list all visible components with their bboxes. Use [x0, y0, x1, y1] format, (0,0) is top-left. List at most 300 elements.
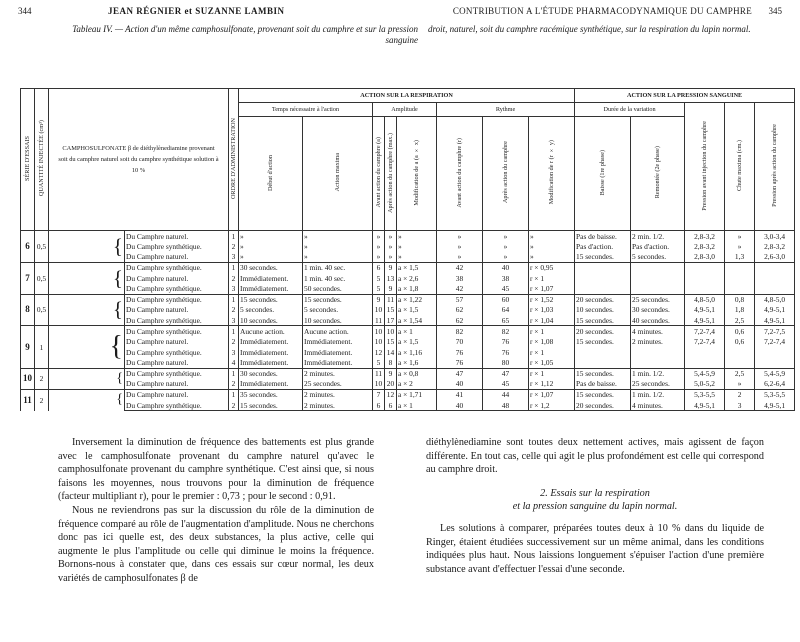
- ordre-cell: 3: [229, 252, 239, 263]
- debut-cell: 30 secondes.: [239, 368, 303, 379]
- remontee-cell: 2 minutes.: [631, 336, 685, 347]
- pression-apres-cell: [755, 358, 795, 369]
- debut-cell: Immédiatement.: [239, 347, 303, 358]
- debut-cell: Immédiatement.: [239, 358, 303, 369]
- baisse-cell: 15 secondes.: [575, 252, 631, 263]
- amp-avant-cell: 6: [373, 400, 385, 411]
- chute-cell: 2,5: [725, 315, 755, 326]
- col-quantite: QUANTITÉ INJECTÉE (cm³): [35, 89, 49, 231]
- amp-apres-cell: 6: [385, 400, 397, 411]
- ry-apres-cell: 45: [483, 283, 529, 294]
- ry-mod-cell: r × 1: [529, 273, 575, 284]
- pression-apres-cell: 7,2-7,4: [755, 336, 795, 347]
- quantite-cell: 0,5: [35, 231, 49, 263]
- debut-cell: 5 secondes.: [239, 305, 303, 316]
- remontee-cell: 30 secondes.: [631, 305, 685, 316]
- ordre-cell: 2: [229, 241, 239, 252]
- amp-apres-cell: »: [385, 231, 397, 242]
- quantite-cell: 0,5: [35, 294, 49, 326]
- group-bracket: {: [49, 231, 125, 263]
- pression-apres-cell: [755, 283, 795, 294]
- pression-avant-cell: 5,0-5,2: [685, 379, 725, 390]
- chute-cell: »: [725, 231, 755, 242]
- pression-apres-cell: 6,2-6,4: [755, 379, 795, 390]
- results-table: [20, 88, 795, 411]
- head-duree: Durée de la variation: [575, 103, 685, 117]
- pression-avant-cell: 5,3-5,5: [685, 389, 725, 400]
- amp-apres-cell: 11: [385, 294, 397, 305]
- remontee-cell: 4 minutes.: [631, 326, 685, 337]
- pression-apres-cell: [755, 262, 795, 273]
- table-row: [21, 336, 795, 347]
- head-amplitude: Amplitude: [373, 103, 437, 117]
- debut-cell: Immédiatement.: [239, 273, 303, 284]
- paragraph: Nous ne reviendrons pas sur la discussion du rôle de la diminution de fréquence comparé au rôle de l'augmentation d'amplitude. Nous ne cherchons donc pas ici quelle est, des deux substances, la plus active, celle qui augmente le plus l'amplitude ou celle qui diminue le moins la fréquence. Bornons-nous à constater que, dans ces essais sur cœur normal, les deux variétés de camphosulfonates β de: [58, 504, 374, 584]
- remontee-cell: 1 min. 1/2.: [631, 389, 685, 400]
- baisse-cell: 15 secondes.: [575, 315, 631, 326]
- pression-avant-cell: 4,9-5,1: [685, 400, 725, 411]
- ry-mod-cell: r × 1,05: [529, 358, 575, 369]
- baisse-cell: 20 secondes.: [575, 326, 631, 337]
- pression-avant-cell: [685, 273, 725, 284]
- amp-mod-cell: a × 1,16: [397, 347, 437, 358]
- amp-avant-cell: »: [373, 252, 385, 263]
- debut-cell: Aucune action.: [239, 326, 303, 337]
- amp-apres-cell: 9: [385, 262, 397, 273]
- body-column-right: [426, 436, 764, 576]
- page-header: [18, 6, 782, 20]
- baisse-cell: 10 secondes.: [575, 305, 631, 316]
- ordre-cell: 1: [229, 368, 239, 379]
- head-chute: Chute maxima (cm.): [725, 103, 755, 231]
- pression-avant-cell: 7,2-7,4: [685, 326, 725, 337]
- amp-mod-cell: a × 1,22: [397, 294, 437, 305]
- ry-mod-cell: r × 1: [529, 347, 575, 358]
- pression-apres-cell: [755, 347, 795, 358]
- ry-apres-cell: 65: [483, 315, 529, 326]
- maxima-cell: »: [303, 252, 373, 263]
- amp-mod-cell: a × 1,71: [397, 389, 437, 400]
- produit-cell: Du Camphre synthétique.: [125, 262, 229, 273]
- chute-cell: [725, 347, 755, 358]
- amp-apres-cell: »: [385, 241, 397, 252]
- pression-avant-cell: 2,8-3,2: [685, 241, 725, 252]
- produit-cell: Du Camphre naturel.: [125, 305, 229, 316]
- amp-avant-cell: »: [373, 231, 385, 242]
- chute-cell: [725, 262, 755, 273]
- pression-avant-cell: 4,8-5,0: [685, 294, 725, 305]
- pression-apres-cell: [755, 273, 795, 284]
- ordre-cell: 2: [229, 400, 239, 411]
- amp-avant-cell: 5: [373, 283, 385, 294]
- ry-mod-cell: r × 1,12: [529, 379, 575, 390]
- table-row: [21, 252, 795, 263]
- pression-apres-cell: 4,9-5,1: [755, 400, 795, 411]
- serie-cell: 6: [21, 231, 35, 263]
- head-maxima: Action maxima: [303, 117, 373, 231]
- caption-left: Tableau IV. — Action d'un même camphosulfonate, provenant soit du camphre et sur la pression sanguine: [72, 24, 418, 45]
- head-pression-apres: Pression après action du camphre: [755, 103, 795, 231]
- ry-apres-cell: 60: [483, 294, 529, 305]
- remontee-cell: 1 min. 1/2.: [631, 368, 685, 379]
- pression-apres-cell: 4,9-5,1: [755, 305, 795, 316]
- maxima-cell: 1 min. 40 sec.: [303, 262, 373, 273]
- amp-mod-cell: »: [397, 252, 437, 263]
- ry-mod-cell: »: [529, 241, 575, 252]
- chute-cell: 2: [725, 389, 755, 400]
- ry-avant-cell: 42: [437, 262, 483, 273]
- head-amp-apres: Après action du camphre (max.): [385, 117, 397, 231]
- quantite-cell: 2: [35, 389, 49, 410]
- produit-cell: Du Camphre naturel.: [125, 273, 229, 284]
- remontee-cell: [631, 283, 685, 294]
- ry-mod-cell: »: [529, 252, 575, 263]
- amp-mod-cell: a × 1,54: [397, 315, 437, 326]
- amp-apres-cell: 12: [385, 389, 397, 400]
- pression-avant-cell: 4,9-5,1: [685, 305, 725, 316]
- remontee-cell: 4 minutes.: [631, 400, 685, 411]
- pression-apres-cell: 4,9-5,1: [755, 315, 795, 326]
- table-row: [21, 262, 795, 273]
- ry-avant-cell: 42: [437, 283, 483, 294]
- table-row: [21, 305, 795, 316]
- amp-apres-cell: 13: [385, 273, 397, 284]
- baisse-cell: [575, 273, 631, 284]
- pression-avant-cell: [685, 262, 725, 273]
- amp-apres-cell: 10: [385, 326, 397, 337]
- produit-cell: Du Camphre synthétique.: [125, 347, 229, 358]
- amp-mod-cell: »: [397, 241, 437, 252]
- maxima-cell: 5 secondes.: [303, 305, 373, 316]
- pression-apres-cell: 7,2-7,5: [755, 326, 795, 337]
- col-ordre: ORDRE D'ADMINISTRATION: [229, 89, 239, 231]
- amp-apres-cell: 14: [385, 347, 397, 358]
- remontee-cell: 5 secondes.: [631, 252, 685, 263]
- page-number-left: 344: [18, 6, 32, 16]
- baisse-cell: Pas d'action.: [575, 241, 631, 252]
- chute-cell: »: [725, 379, 755, 390]
- running-authors: JEAN RÉGNIER et SUZANNE LAMBIN: [108, 6, 285, 16]
- head-action-respiration: ACTION SUR LA RESPIRATION: [239, 89, 575, 103]
- ordre-cell: 1: [229, 294, 239, 305]
- ry-mod-cell: r × 1,07: [529, 389, 575, 400]
- quantite-cell: 1: [35, 326, 49, 368]
- produit-cell: Du Camphre synthétique.: [125, 241, 229, 252]
- maxima-cell: 25 secondes.: [303, 379, 373, 390]
- debut-cell: »: [239, 241, 303, 252]
- ry-avant-cell: 47: [437, 368, 483, 379]
- amp-apres-cell: 9: [385, 368, 397, 379]
- group-bracket: {: [49, 389, 125, 410]
- ry-apres-cell: »: [483, 252, 529, 263]
- paragraph: diéthylènediamine sont toutes deux nettement actives, mais agissent de façon différente. En tout cas, celle qui agit le plus profondément est celle qui correspond au camphre droit.: [426, 437, 764, 476]
- baisse-cell: [575, 358, 631, 369]
- table-row: [21, 326, 795, 337]
- maxima-cell: Immédiatement.: [303, 336, 373, 347]
- head-rythme: Rythme: [437, 103, 575, 117]
- head-remontee: Remontée (2e phase): [631, 117, 685, 231]
- remontee-cell: [631, 358, 685, 369]
- running-title: CONTRIBUTION A L'ÉTUDE PHARMACODYNAMIQUE DU CAMPHRE: [452, 6, 752, 16]
- ordre-cell: 3: [229, 347, 239, 358]
- table-row: [21, 347, 795, 358]
- table-row: [21, 283, 795, 294]
- head-ry-mod: Modification de r (r × y): [529, 117, 575, 231]
- pression-apres-cell: 2,6-3,0: [755, 252, 795, 263]
- chute-cell: 1,3: [725, 252, 755, 263]
- pression-avant-cell: [685, 347, 725, 358]
- amp-mod-cell: a × 1,6: [397, 358, 437, 369]
- amp-avant-cell: 5: [373, 358, 385, 369]
- maxima-cell: Aucune action.: [303, 326, 373, 337]
- ordre-cell: 2: [229, 379, 239, 390]
- table-row: [21, 273, 795, 284]
- remontee-cell: 2 min. 1/2.: [631, 231, 685, 242]
- chute-cell: [725, 283, 755, 294]
- amp-avant-cell: 10: [373, 326, 385, 337]
- col-serie: SÉRIE D'ESSAIS: [21, 89, 35, 231]
- ry-apres-cell: 45: [483, 379, 529, 390]
- amp-avant-cell: 10: [373, 336, 385, 347]
- amp-apres-cell: 15: [385, 336, 397, 347]
- debut-cell: Immédiatement.: [239, 283, 303, 294]
- pression-apres-cell: 4,8-5,0: [755, 294, 795, 305]
- pression-avant-cell: 2,8-3,2: [685, 231, 725, 242]
- ordre-cell: 1: [229, 262, 239, 273]
- debut-cell: 15 secondes.: [239, 400, 303, 411]
- produit-cell: Du Camphre synthétique.: [125, 283, 229, 294]
- maxima-cell: »: [303, 231, 373, 242]
- amp-apres-cell: »: [385, 252, 397, 263]
- ry-apres-cell: 38: [483, 273, 529, 284]
- serie-cell: 11: [21, 389, 35, 410]
- remontee-cell: 25 secondes.: [631, 294, 685, 305]
- baisse-cell: [575, 347, 631, 358]
- chute-cell: »: [725, 241, 755, 252]
- amp-mod-cell: a × 1: [397, 326, 437, 337]
- debut-cell: »: [239, 252, 303, 263]
- pression-apres-cell: 5,4-5,9: [755, 368, 795, 379]
- amp-mod-cell: a × 1,5: [397, 305, 437, 316]
- head-debut: Début d'action: [239, 117, 303, 231]
- ordre-cell: 2: [229, 336, 239, 347]
- ry-mod-cell: r × 1,04: [529, 315, 575, 326]
- remontee-cell: [631, 347, 685, 358]
- remontee-cell: [631, 273, 685, 284]
- section-subheading: et la pression sanguine du lapin normal.: [512, 501, 678, 513]
- baisse-cell: 20 secondes.: [575, 400, 631, 411]
- produit-cell: Du Camphre naturel.: [125, 379, 229, 390]
- ry-apres-cell: 48: [483, 400, 529, 411]
- ry-avant-cell: 82: [437, 326, 483, 337]
- table-row: [21, 241, 795, 252]
- quantite-cell: 0,5: [35, 262, 49, 294]
- ordre-cell: 4: [229, 358, 239, 369]
- caption-right: droit, naturel, soit du camphre racémique synthétique, sur la respiration du lapin normal.: [428, 24, 751, 34]
- maxima-cell: 2 minutes.: [303, 400, 373, 411]
- group-bracket: {: [49, 326, 125, 368]
- table-row: [21, 358, 795, 369]
- pression-avant-cell: 2,8-3,0: [685, 252, 725, 263]
- ry-mod-cell: r × 1,07: [529, 283, 575, 294]
- ry-avant-cell: 41: [437, 389, 483, 400]
- amp-mod-cell: a × 1,5: [397, 262, 437, 273]
- amp-apres-cell: 9: [385, 283, 397, 294]
- ry-apres-cell: 76: [483, 336, 529, 347]
- pression-avant-cell: [685, 283, 725, 294]
- pression-avant-cell: 5,4-5,9: [685, 368, 725, 379]
- amp-mod-cell: a × 1: [397, 400, 437, 411]
- ry-avant-cell: »: [437, 231, 483, 242]
- ry-avant-cell: 62: [437, 315, 483, 326]
- head-amp-mod: Modification de a (a × x): [397, 117, 437, 231]
- ry-mod-cell: r × 1: [529, 368, 575, 379]
- produit-cell: Du Camphre synthétique.: [125, 400, 229, 411]
- produit-cell: Du Camphre synthétique.: [125, 315, 229, 326]
- paragraph: Les solutions à comparer, préparées toutes deux à 10 % dans du liquide de Ringer, étaient étudiées successivement sur un même animal, dans les conditions indiquées plus haut. Nous laissions longuement s'épuiser l'action d'une première substance avant d'effectuer l'essai d'une seconde.: [426, 522, 764, 575]
- table-row: [21, 389, 795, 400]
- amp-mod-cell: a × 2,6: [397, 273, 437, 284]
- pression-avant-cell: [685, 358, 725, 369]
- ry-apres-cell: »: [483, 231, 529, 242]
- baisse-cell: 15 secondes.: [575, 389, 631, 400]
- serie-cell: 7: [21, 262, 35, 294]
- table-row: [21, 368, 795, 379]
- ry-apres-cell: 80: [483, 358, 529, 369]
- ry-apres-cell: 40: [483, 262, 529, 273]
- serie-cell: 9: [21, 326, 35, 368]
- ry-avant-cell: 76: [437, 358, 483, 369]
- ry-apres-cell: »: [483, 241, 529, 252]
- page-number-right: 345: [768, 6, 782, 16]
- ry-mod-cell: r × 1,03: [529, 305, 575, 316]
- serie-cell: 10: [21, 368, 35, 389]
- amp-apres-cell: 17: [385, 315, 397, 326]
- baisse-cell: [575, 283, 631, 294]
- head-temps: Temps nécessaire à l'action: [239, 103, 373, 117]
- body-column-left: [58, 436, 374, 586]
- debut-cell: 35 secondes.: [239, 389, 303, 400]
- ry-apres-cell: 82: [483, 326, 529, 337]
- table-row: [21, 231, 795, 242]
- amp-mod-cell: a × 0,8: [397, 368, 437, 379]
- pression-avant-cell: 7,2-7,4: [685, 336, 725, 347]
- ry-mod-cell: r × 1: [529, 326, 575, 337]
- paragraph: Inversement la diminution de fréquence des battements est plus grande avec le camphosulfonate provenant du camphre naturel qu'avec le camphosulfonate provenant du camphre synthétique. C'est ainsi que, si nous faisons les moyennes, nous trouvons pour la diminution de fréquence (facteur multipliant r), pour le premier : 0,73 ; pour le second : 0,91.: [58, 437, 374, 503]
- ry-avant-cell: »: [437, 252, 483, 263]
- chute-cell: 2,5: [725, 368, 755, 379]
- baisse-cell: 15 secondes.: [575, 336, 631, 347]
- pression-apres-cell: 2,8-3,2: [755, 241, 795, 252]
- maxima-cell: Immédiatement.: [303, 347, 373, 358]
- ry-avant-cell: »: [437, 241, 483, 252]
- amp-avant-cell: 5: [373, 273, 385, 284]
- debut-cell: »: [239, 231, 303, 242]
- ordre-cell: 2: [229, 305, 239, 316]
- produit-cell: Du Camphre naturel.: [125, 252, 229, 263]
- maxima-cell: 10 secondes.: [303, 315, 373, 326]
- remontee-cell: [631, 262, 685, 273]
- ry-avant-cell: 70: [437, 336, 483, 347]
- produit-cell: Du Camphre naturel.: [125, 336, 229, 347]
- baisse-cell: Pas de baisse.: [575, 231, 631, 242]
- amp-avant-cell: 11: [373, 315, 385, 326]
- maxima-cell: 2 minutes.: [303, 368, 373, 379]
- maxima-cell: 50 secondes.: [303, 283, 373, 294]
- table-row: [21, 315, 795, 326]
- ry-apres-cell: 44: [483, 389, 529, 400]
- produit-cell: Du Camphre synthétique.: [125, 294, 229, 305]
- amp-avant-cell: 9: [373, 294, 385, 305]
- debut-cell: 30 secondes.: [239, 262, 303, 273]
- maxima-cell: 2 minutes.: [303, 389, 373, 400]
- ordre-cell: 2: [229, 273, 239, 284]
- ry-avant-cell: 40: [437, 400, 483, 411]
- table-row: [21, 379, 795, 390]
- amp-avant-cell: 12: [373, 347, 385, 358]
- table-row: [21, 294, 795, 305]
- ry-avant-cell: 40: [437, 379, 483, 390]
- debut-cell: Immédiatement.: [239, 379, 303, 390]
- ry-avant-cell: 76: [437, 347, 483, 358]
- produit-cell: Du Camphre naturel.: [125, 231, 229, 242]
- ry-mod-cell: r × 0,95: [529, 262, 575, 273]
- head-baisse: Baisse (1re phase): [575, 117, 631, 231]
- amp-avant-cell: 7: [373, 389, 385, 400]
- ry-avant-cell: 62: [437, 305, 483, 316]
- amp-avant-cell: »: [373, 241, 385, 252]
- debut-cell: 10 secondes.: [239, 315, 303, 326]
- ry-mod-cell: r × 1,52: [529, 294, 575, 305]
- head-amp-avant: Avant action du camphre (a): [373, 117, 385, 231]
- ordre-cell: 3: [229, 315, 239, 326]
- produit-cell: Du Camphre synthétique.: [125, 368, 229, 379]
- head-action-pression: ACTION SUR LA PRESSION SANGUINE: [575, 89, 795, 103]
- baisse-cell: Pas de baisse.: [575, 379, 631, 390]
- ordre-cell: 1: [229, 389, 239, 400]
- produit-cell: Du Camphre naturel.: [125, 358, 229, 369]
- chute-cell: [725, 358, 755, 369]
- chute-cell: 0,6: [725, 336, 755, 347]
- ry-apres-cell: 76: [483, 347, 529, 358]
- ry-apres-cell: 64: [483, 305, 529, 316]
- serie-cell: 8: [21, 294, 35, 326]
- baisse-cell: [575, 262, 631, 273]
- chute-cell: 0,6: [725, 326, 755, 337]
- baisse-cell: 20 secondes.: [575, 294, 631, 305]
- remontee-cell: 40 secondes.: [631, 315, 685, 326]
- remontee-cell: 25 secondes.: [631, 379, 685, 390]
- chute-cell: [725, 273, 755, 284]
- amp-apres-cell: 20: [385, 379, 397, 390]
- maxima-cell: »: [303, 241, 373, 252]
- amp-apres-cell: 15: [385, 305, 397, 316]
- group-bracket: {: [49, 368, 125, 389]
- maxima-cell: 1 min. 40 sec.: [303, 273, 373, 284]
- col-produit: CAMPHOSULFONATE β de diéthylènediamine provenant soit du camphre naturel soit du camphre synthétique solution à 10 %: [49, 89, 229, 231]
- amp-apres-cell: 8: [385, 358, 397, 369]
- maxima-cell: 15 secondes.: [303, 294, 373, 305]
- head-pression-avant: Pression avant injection du camphre: [685, 103, 725, 231]
- remontee-cell: Pas d'action.: [631, 241, 685, 252]
- pression-apres-cell: 5,3-5,5: [755, 389, 795, 400]
- ordre-cell: 3: [229, 283, 239, 294]
- amp-avant-cell: 10: [373, 379, 385, 390]
- ry-avant-cell: 38: [437, 273, 483, 284]
- produit-cell: Du Camphre naturel.: [125, 389, 229, 400]
- ordre-cell: 1: [229, 231, 239, 242]
- amp-mod-cell: a × 1,8: [397, 283, 437, 294]
